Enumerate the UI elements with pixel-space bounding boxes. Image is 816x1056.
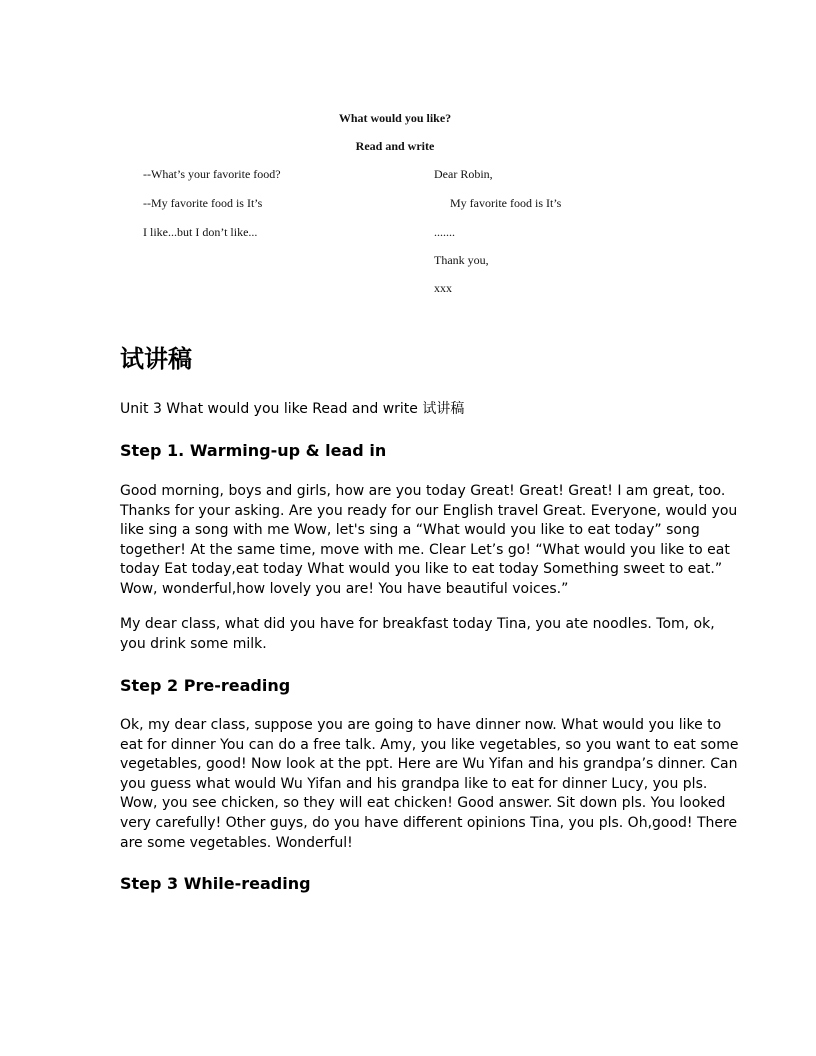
document-subtitle: Unit 3 What would you like Read and write 试讲稿: [120, 401, 465, 417]
paragraph-line: Wow, you see chicken, so they will eat chicken! Good answer. Sit down pls. You looked: [120, 795, 726, 812]
paragraph-line: Good morning, boys and girls, how are you today Great! Great! Great! I am great, too.: [120, 483, 726, 499]
paragraph: [120, 482, 738, 600]
paragraph-line: are some vegetables. Wonderful!: [120, 834, 353, 851]
board-left-line: --My favorite food is It’s: [143, 196, 263, 210]
paragraph-line: Thanks for your asking. Are you ready for our English travel Great. Everyone, would you: [120, 502, 738, 519]
paragraph-line: My dear class, what did you have for breakfast today Tina, you ate noodles. Tom, ok,: [120, 616, 715, 632]
paragraph-line: you drink some milk.: [120, 635, 267, 652]
paragraph-line: together! At the same time, move with me. Clear Let’s go! “What would you like to eat: [120, 541, 730, 558]
paragraph-line: vegetables, good! Now look at the ppt. Here are Wu Yifan and his grandpa’s dinner. Can: [120, 756, 738, 773]
board-left-line: --What’s your favorite food?: [143, 167, 281, 181]
paragraph-line: very carefully! Other guys, do you have different opinions Tina, you pls. Oh,good! There: [120, 814, 738, 831]
board-letter-line: My favorite food is It’s: [450, 196, 562, 210]
section-heading-step2: Step 2 Pre-reading: [120, 676, 291, 695]
paragraph-line: today Eat today,eat today What would you like to eat today Something sweet to eat.”: [120, 561, 723, 578]
paragraph: [120, 615, 715, 654]
document-heading: 试讲稿: [120, 345, 192, 373]
paragraph: [120, 716, 739, 853]
section-heading-step1: Step 1. Warming-up & lead in: [120, 441, 387, 460]
board-letter-signature: xxx: [434, 281, 452, 295]
paragraph-line: you guess what would Wu Yifan and his grandpa like to eat for dinner Lucy, you pls.: [120, 775, 708, 792]
board-subtitle: Read and write: [355, 139, 435, 153]
board-letter-closing: Thank you,: [434, 253, 489, 267]
paragraph-line: eat for dinner You can do a free talk. Amy, you like vegetables, so you want to eat some: [120, 736, 739, 753]
section-heading-step3: Step 3 While-reading: [120, 874, 311, 893]
board-letter-ellipsis: .......: [434, 225, 455, 239]
paragraph-line: Wow, wonderful,how lovely you are! You have beautiful voices.”: [120, 580, 569, 597]
board-left-line: I like...but I don’t like...: [143, 225, 258, 239]
board-title: What would you like?: [338, 111, 452, 125]
paragraph-line: like sing a song with me Wow, let's sing a “What would you like to eat today” song: [120, 522, 700, 539]
paragraph-line: Ok, my dear class, suppose you are going to have dinner now. What would you like to: [120, 717, 722, 733]
board-letter-greeting: Dear Robin,: [434, 167, 493, 181]
